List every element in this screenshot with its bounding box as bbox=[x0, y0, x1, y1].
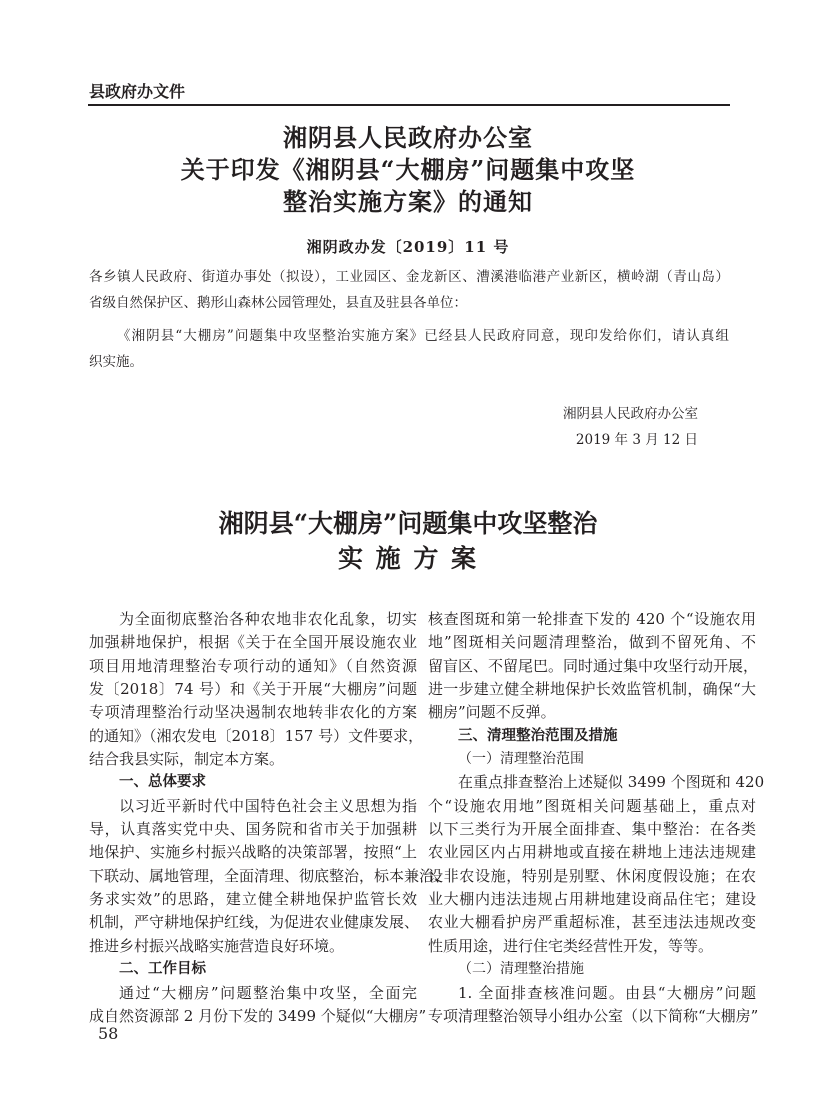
notice-title-line-1: 湘阴县人民政府办公室 bbox=[283, 123, 533, 152]
page-number: 58 bbox=[98, 1024, 119, 1043]
signature-date: 2019 年 3 月 12 日 bbox=[575, 432, 698, 448]
plan-title-line-1: 湘阴县“大棚房”问题集中攻坚整治 bbox=[218, 509, 598, 538]
paragraph-line: 棚房”问题不反弹。 bbox=[428, 703, 556, 722]
document-number: 湘阴政办发〔2019〕11 号 bbox=[306, 238, 510, 256]
section-heading: 二、工作目标 bbox=[119, 961, 206, 978]
paragraph-line: 以下三类行为开展全面排查、集中整治：在各类 bbox=[428, 820, 756, 839]
addressee-line-2: 省级自然保护区、鹅形山森林公园管理处，县直及驻县各单位： bbox=[89, 295, 467, 311]
paragraph-line: 下联动、属地管理，全面清理、彻底整治，标本兼治、 bbox=[89, 866, 450, 885]
paragraph-line: 导，认真落实党中央、国务院和省市关于加强耕 bbox=[89, 820, 417, 839]
paragraph-line: 的通知》（湘农发电〔2018〕157 号）文件要求， bbox=[89, 726, 424, 745]
subsection-heading: （一）清理整治范围 bbox=[458, 751, 584, 768]
paragraph-line: 业大棚内违法违规占用耕地建设商品住宅；建设 bbox=[428, 890, 756, 909]
paragraph-line: 进一步建立健全耕地保护长效监管机制，确保“大 bbox=[428, 680, 756, 699]
paragraph-line: 地”图斑相关问题清理整治，做到不留死角、不 bbox=[428, 633, 756, 652]
paragraph-line: 地保护、实施乡村振兴战略的决策部署，按照“上 bbox=[89, 843, 417, 862]
paragraph-line: 农业大棚看护房严重超标准，甚至违法违规改变 bbox=[428, 913, 756, 932]
paragraph-line: 核查图斑和第一轮排查下发的 420 个“设施农用 bbox=[428, 610, 756, 628]
section-heading: 三、清理整治范围及措施 bbox=[458, 727, 618, 744]
paragraph-line: 通过“大棚房”问题整治集中攻坚，全面完 bbox=[119, 983, 417, 1002]
paragraph-line: 务求实效”的思路，建立健全耕地保护监管长效 bbox=[89, 890, 417, 909]
section-header: 县政府办文件 bbox=[89, 82, 186, 101]
paragraph-line: 农业园区内占用耕地或直接在耕地上违法违规建 bbox=[428, 843, 756, 862]
paragraph-line: 发〔2018〕74 号）和《关于开展“大棚房”问题 bbox=[89, 680, 417, 699]
paragraph-line: 成自然资源部 2 月份下发的 3499 个疑似“大棚房” bbox=[89, 1006, 427, 1025]
paragraph-line: 1. 全面排查核准问题。由县“大棚房”问题 bbox=[458, 983, 756, 1002]
paragraph-line: 结合我县实际，制定本方案。 bbox=[89, 750, 285, 769]
paragraph-line: 专项清理整治领导小组办公室（以下简称“大棚房” bbox=[428, 1006, 759, 1025]
notice-body-line-2: 织实施。 bbox=[89, 354, 143, 370]
section-heading: 一、总体要求 bbox=[119, 774, 206, 791]
paragraph-line: 专项清理整治行动坚决遏制农地转非农化的方案 bbox=[89, 703, 417, 722]
paragraph-line: 机制，严守耕地保护红线，为促进农业健康发展、 bbox=[89, 913, 420, 932]
notice-body-line-1: 《湘阴县“大棚房”问题集中攻坚整治实施方案》已经县人民政府同意，现印发给你们，请认真组 bbox=[117, 328, 729, 344]
subsection-heading: （二）清理整治措施 bbox=[458, 961, 584, 978]
left-column bbox=[89, 608, 450, 1028]
header-rule bbox=[88, 104, 730, 106]
paragraph-line: 项目用地清理整治专项行动的通知》（自然资源 bbox=[89, 656, 417, 675]
right-column bbox=[428, 608, 765, 1028]
signature-office: 湘阴县人民政府办公室 bbox=[563, 406, 698, 422]
paragraph-line: 个“设施农用地”图斑相关问题基础上，重点对 bbox=[428, 796, 756, 815]
plan-title-line-2: 实 施 方 案 bbox=[337, 544, 479, 573]
paragraph-line: 以习近平新时代中国特色社会主义思想为指 bbox=[119, 796, 417, 815]
paragraph-line: 留盲区、不留尾巴。同时通过集中攻坚行动开展， bbox=[428, 656, 759, 675]
addressee-line-1: 各乡镇人民政府、街道办事处（拟设），工业园区、金龙新区、漕溪港临港产业新区，横岭湖（青山岛） bbox=[89, 269, 729, 285]
paragraph-line: 为全面彻底整治各种农地非农化乱象，切实 bbox=[119, 610, 417, 628]
paragraph-line: 在重点排查整治上述疑似 3499 个图斑和 420 bbox=[458, 773, 765, 792]
paragraph-line: 设非农设施，特别是别墅、休闲度假设施；在农 bbox=[428, 866, 756, 885]
paragraph-line: 性质用途，进行住宅类经营性开发，等等。 bbox=[428, 936, 714, 955]
paragraph-line: 加强耕地保护，根据《关于在全国开展设施农业 bbox=[89, 633, 417, 652]
notice-title-line-3: 整治实施方案》的通知 bbox=[283, 187, 533, 216]
paragraph-line: 推进乡村振兴战略实施营造良好环境。 bbox=[89, 936, 345, 955]
notice-title-line-2: 关于印发《湘阴县“大棚房”问题集中攻坚 bbox=[180, 155, 636, 184]
